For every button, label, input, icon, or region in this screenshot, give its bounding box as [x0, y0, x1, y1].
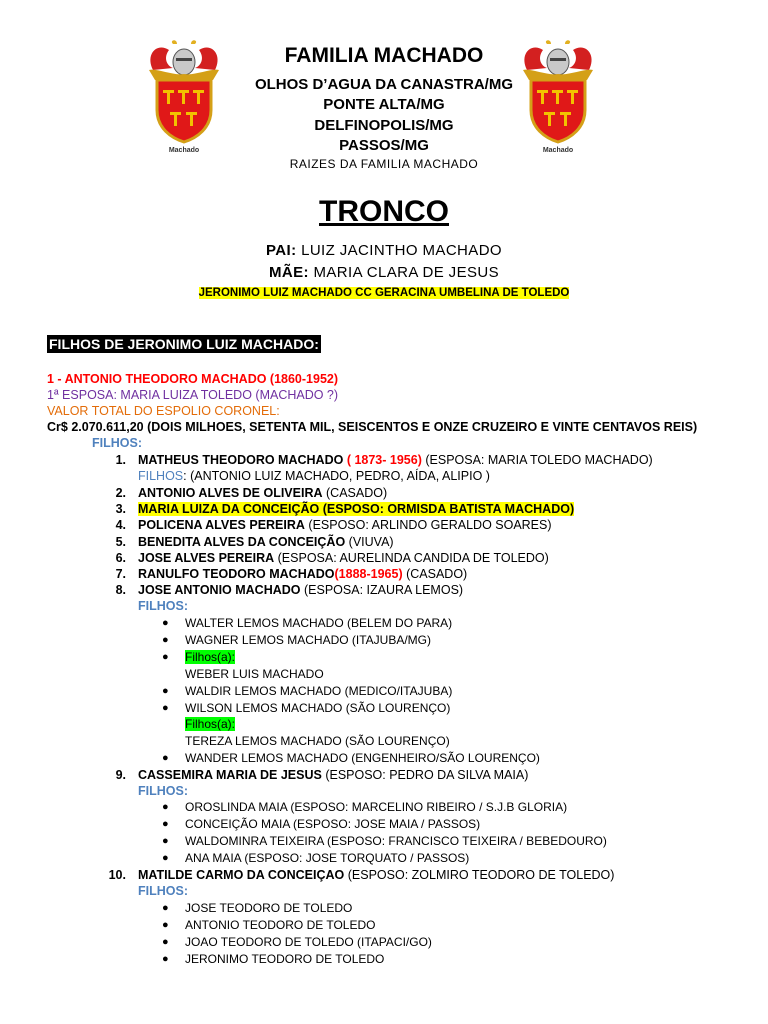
- child-5-name: BENEDITA ALVES DA CONCEIÇÃO: [138, 535, 346, 549]
- grandchild-8-6: WANDER LEMOS MACHADO (ENGENHEIRO/SÃO LOURENÇO): [185, 751, 540, 765]
- child-2-name: ANTONIO ALVES DE OLIVEIRA: [138, 486, 323, 500]
- bullet-icon: ●: [162, 835, 169, 847]
- grandchild-8-2: WAGNER LEMOS MACHADO (ITAJUBA/MG): [185, 633, 432, 647]
- couple-text: JERONIMO LUIZ MACHADO CC GERACINA UMBELINA DE TOLEDO: [198, 287, 570, 299]
- child-4-rest: (ESPOSO: ARLINDO GERALDO SOARES): [308, 518, 552, 532]
- bullet-icon: ●: [162, 953, 169, 965]
- father-name: LUIZ JACINTHO MACHADO: [301, 242, 502, 259]
- grandchild-8-4: WALDIR LEMOS MACHADO (MEDICO/ITAJUBA): [185, 684, 453, 698]
- subtitle: RAIZES DA FAMILIA MACHADO: [289, 157, 479, 171]
- child-9-rest: (ESPOSO: PEDRO DA SILVA MAIA): [325, 768, 529, 782]
- child-9-number: 9.: [115, 768, 126, 782]
- grandchild-8-5: WILSON LEMOS MACHADO (SÃO LOURENÇO): [185, 701, 451, 715]
- bullet-icon: ●: [162, 919, 169, 931]
- son-1: 1 - ANTONIO THEODORO MACHADO (1860-1952): [47, 372, 339, 386]
- couple-line: [0, 287, 768, 299]
- child-3: [138, 502, 574, 516]
- child-2-number: 2.: [115, 486, 126, 500]
- bullet-icon: ●: [162, 852, 169, 864]
- child-3-rest: (ESPOSO: ORMISDA BATISTA MACHADO): [322, 502, 575, 516]
- child-9: [138, 768, 528, 782]
- grandchild-9-1: OROSLINDA MAIA (ESPOSO: MARCELINO RIBEIRO / S.J.B GLORIA): [185, 800, 568, 814]
- filhos-label-green: Filhos(a):: [185, 717, 236, 731]
- child-10-name: MATILDE CARMO DA CONCEIÇAO: [138, 868, 345, 882]
- child-1-spouse: (ESPOSA: MARIA TOLEDO MACHADO): [425, 453, 653, 467]
- child-9-name: CASSEMIRA MARIA DE JESUS: [138, 768, 322, 782]
- child-2-rest: (CASADO): [326, 486, 388, 500]
- grandchild-8-1: WALTER LEMOS MACHADO (BELEM DO PARA): [185, 616, 453, 630]
- grandchild-10-2: ANTONIO TEODORO DE TOLEDO: [185, 918, 376, 932]
- child-8-rest: (ESPOSA: IZAURA LEMOS): [304, 583, 464, 597]
- mother-name: MARIA CLARA DE JESUS: [313, 264, 500, 281]
- bullet-icon: ●: [162, 617, 169, 629]
- espolio-value: Cr$ 2.070.611,20 (DOIS MILHOES, SETENTA MIL, SEISCENTOS E ONZE CRUZEIRO E VINTE CENTAVOS REIS): [47, 420, 698, 434]
- grandchild-9-3: WALDOMINRA TEIXEIRA (ESPOSO: FRANCISCO TEIXEIRA / BEBEDOURO): [185, 834, 607, 848]
- place-2: PONTE ALTA/MG: [323, 96, 445, 113]
- child-5: [138, 535, 394, 549]
- tronco-title: TRONCO: [319, 195, 449, 228]
- child-1-name: MATHEUS THEODORO MACHADO: [138, 453, 344, 467]
- child-6-number: 6.: [115, 551, 126, 565]
- child-10-number: 10.: [108, 868, 126, 882]
- bullet-icon: ●: [162, 936, 169, 948]
- grandchild-8-3-sub: WEBER LUIS MACHADO: [185, 667, 324, 681]
- child-5-rest: (VIUVA): [348, 535, 394, 549]
- child-7-number: 7.: [115, 567, 126, 581]
- child-8: [138, 583, 463, 597]
- grandchild-10-3: JOAO TEODORO DE TOLEDO (ITAPACI/GO): [185, 935, 432, 949]
- child-4-name: POLICENA ALVES PEREIRA: [138, 518, 305, 532]
- place-4: PASSOS/MG: [339, 137, 429, 154]
- child-1-filhos: [138, 469, 490, 483]
- grandchild-9-4: ANA MAIA (ESPOSO: JOSE TORQUATO / PASSOS): [185, 851, 470, 865]
- bullet-icon: ●: [162, 702, 169, 714]
- child-7-name: RANULFO TEODORO MACHADO: [138, 567, 335, 581]
- wife-1: 1ª ESPOSA: MARIA LUIZA TOLEDO (MACHADO ?): [47, 388, 339, 402]
- section-heading: [47, 336, 321, 352]
- child-6: [138, 551, 549, 565]
- bullet-icon: ●: [162, 902, 169, 914]
- child-1-number: 1.: [115, 453, 126, 467]
- child-1-filhos-list: : (ANTONIO LUIZ MACHADO, PEDRO, AÍDA, ALIPIO ): [183, 469, 490, 483]
- father-label: PAI:: [266, 242, 297, 259]
- crest-label-left: Machado: [168, 147, 200, 154]
- child-10: [138, 868, 614, 882]
- grandchild-8-3-label: [185, 650, 235, 664]
- child-1: [138, 453, 653, 467]
- father-line: [0, 242, 768, 259]
- bullet-icon: ●: [162, 752, 169, 764]
- family-title: FAMILIA MACHADO: [284, 44, 484, 67]
- bullet-icon: ●: [162, 818, 169, 830]
- grandchild-10-1: JOSE TEODORO DE TOLEDO: [185, 901, 353, 915]
- child-8-filhos-label: FILHOS:: [138, 599, 188, 613]
- child-8-number: 8.: [115, 583, 126, 597]
- place-1: OLHOS D’AGUA DA CANASTRA/MG: [254, 76, 514, 93]
- place-3: DELFINOPOLIS/MG: [314, 117, 454, 134]
- child-7: [138, 567, 467, 581]
- bullet-icon: ●: [162, 685, 169, 697]
- grandchild-8-5-label: [185, 717, 235, 731]
- child-6-rest: (ESPOSA: AURELINDA CANDIDA DE TOLEDO): [277, 551, 549, 565]
- espolio-label: VALOR TOTAL DO ESPOLIO CORONEL:: [47, 404, 280, 418]
- child-6-name: JOSE ALVES PEREIRA: [138, 551, 275, 565]
- child-4-number: 4.: [115, 518, 126, 532]
- mother-label: MÃE:: [268, 264, 309, 281]
- filhos-label-green: Filhos(a):: [185, 650, 236, 664]
- filhos-label: FILHOS:: [92, 436, 142, 450]
- child-8-name: JOSE ANTONIO MACHADO: [138, 583, 301, 597]
- child-1-filhos-label: FILHOS: [138, 469, 184, 483]
- child-5-number: 5.: [115, 535, 126, 549]
- child-1-dates: ( 1873- 1956): [346, 453, 422, 467]
- bullet-icon: ●: [162, 801, 169, 813]
- grandchild-8-5-sub: TEREZA LEMOS MACHADO (SÃO LOURENÇO): [185, 734, 450, 748]
- child-2: [138, 486, 387, 500]
- bullet-icon: ●: [162, 634, 169, 646]
- grandchild-9-2: CONCEIÇÃO MAIA (ESPOSO: JOSE MAIA / PASSOS): [185, 817, 481, 831]
- child-9-filhos-label: FILHOS:: [138, 784, 188, 798]
- section-heading-text: FILHOS DE JERONIMO LUIZ MACHADO:: [49, 336, 319, 352]
- child-10-rest: (ESPOSO: ZOLMIRO TEODORO DE TOLEDO): [347, 868, 615, 882]
- child-3-name: MARIA LUIZA DA CONCEIÇÃO: [138, 502, 320, 516]
- child-7-dates: (1888-1965): [334, 567, 403, 581]
- child-10-filhos-label: FILHOS:: [138, 884, 188, 898]
- bullet-icon: ●: [162, 651, 169, 663]
- child-3-number: 3.: [115, 502, 126, 516]
- crest-label-right: Machado: [542, 147, 574, 154]
- grandchild-10-4: JERONIMO TEODORO DE TOLEDO: [185, 952, 385, 966]
- mother-line: [0, 264, 768, 281]
- child-7-rest: (CASADO): [406, 567, 468, 581]
- child-4: [138, 518, 552, 532]
